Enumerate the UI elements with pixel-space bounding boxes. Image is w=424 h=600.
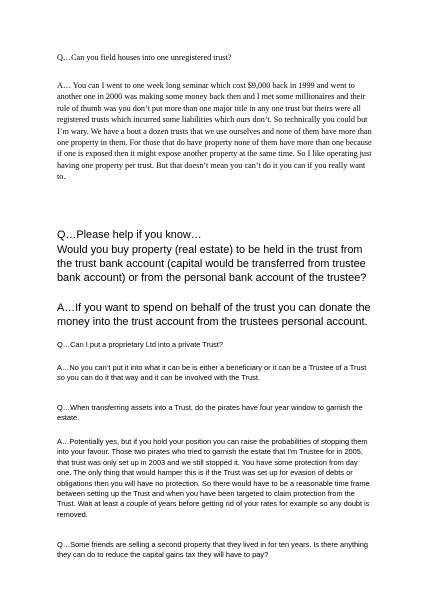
answer-four-year-window: A…Potentially yes, but if you hold your position you can raise the probabilities of stopping them into your favour. Those two pirates who tried to garnish the estate that I’m Trustee for in 2005, that trust was only set up in 2003 and we still stopped it. You have some protection from day one. The only thing that would hamper this is if the Trust was set up for evasion of debts or obligations then you will have no protection. So there would have to be a reasonable time frame between setting up the Trust and when you have been targeted to claim protection from the Trust. Wait at least a couple of years before getting rid of your rates for example so any doubt is removed. xyxy=(57,437,370,519)
answer-unregistered-trust: A… You can I went to one week long seminar which cost $9,000 back in 1999 and went to another one in 2000 was making some money back then and I met some millionaires and their rule of thumb was you don’t put more than one major title in any one trust but theirs were all registered trusts which incurred some liabilities which ours don’t. So technically you could but I’m wary. We have a bout a dozen trusts that we use ourselves and none of them have more than one property in them. For those that do have property none of them have more than one because if one is exposed then it might expose another property at the same time. So I like operating just having one property per trust. But that doesn’t mean you can’t do it you can if you really want to. xyxy=(57,81,372,182)
question-buy-property: Would you buy property (real estate) to be held in the trust from the trust bank account (capital would be transferred from trustee bank account) or from the personal bank account of the trustee? xyxy=(57,244,367,285)
answer-proprietary-ltd: A…No you can’t put it into what it can be is either a beneficiary or it can be a Trustee of a Trust so you can do it that way and it can be involved with the Trust. xyxy=(57,363,367,383)
question-please-help: Q…Please help if you know… xyxy=(57,229,202,241)
question-proprietary-ltd: Q…Can I put a proprietary Ltd into a private Trust? xyxy=(57,340,223,349)
question-unregistered-trust: Q…Can you field houses into one unregistered trust? xyxy=(57,53,232,62)
question-capital-gains: Q…Some friends are selling a second property that they lived in for ten years. Is there anything they can do to reduce the capital gains tax they will have to pay? xyxy=(57,540,368,560)
answer-buy-property: A…If you want to spend on behalf of the trust you can donate the money into the trust account from the trustees personal account. xyxy=(57,302,371,329)
question-four-year-window: Q…When transferring assets into a Trust, do the pirates have four year window to garnish the estate. xyxy=(57,403,363,423)
